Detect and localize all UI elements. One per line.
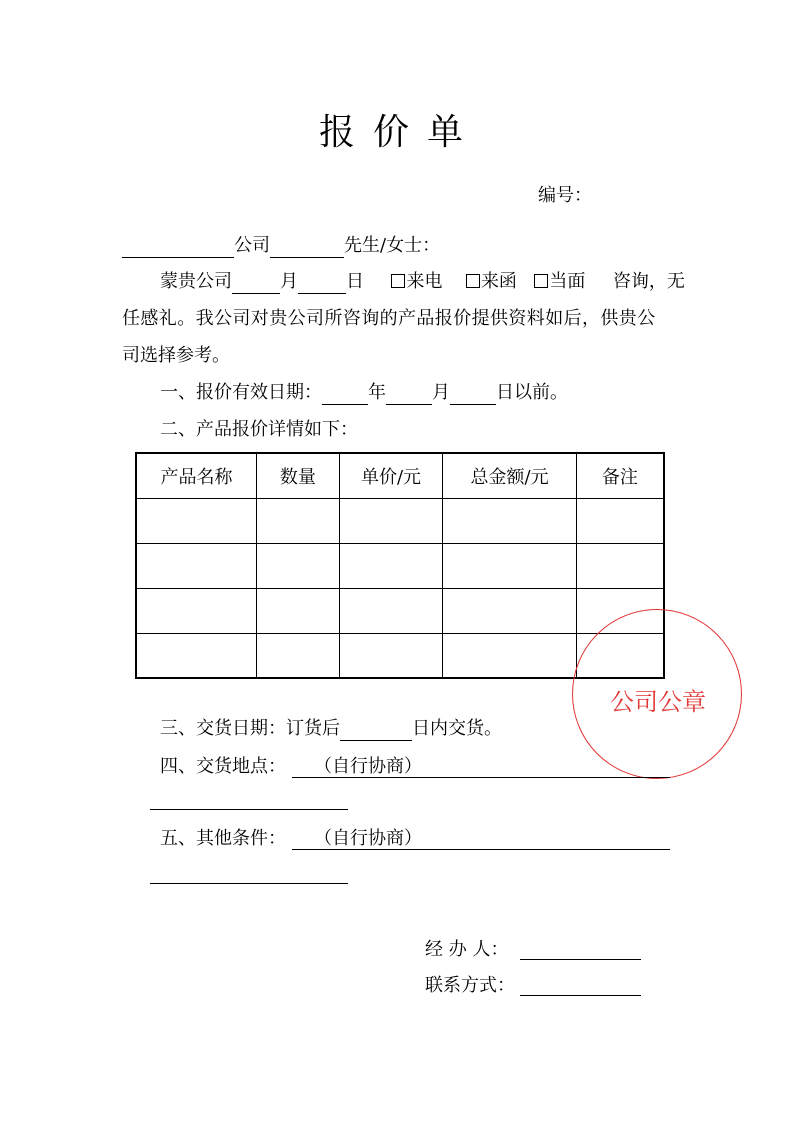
recipient-line xyxy=(122,234,440,258)
column-header-remarks: 备注 xyxy=(576,453,664,498)
contact-name-field[interactable] xyxy=(270,237,344,258)
delivery-place-field[interactable] xyxy=(292,755,670,778)
other-terms-label: 五、其他条件： xyxy=(160,828,286,849)
method-phone-label: 来电 xyxy=(406,271,443,292)
intro-lead: 蒙贵公司 xyxy=(160,271,232,292)
table-cell[interactable] xyxy=(443,543,576,588)
table-row xyxy=(136,588,664,633)
table-cell[interactable] xyxy=(443,633,576,678)
company-stamp xyxy=(572,609,742,779)
salutation: 先生/女士： xyxy=(344,235,441,256)
table-cell[interactable] xyxy=(136,543,257,588)
other-terms-value: （自行协商） xyxy=(314,828,422,849)
stamp-text: 公司公章 xyxy=(610,688,706,716)
table-cell[interactable] xyxy=(339,543,443,588)
table-cell[interactable] xyxy=(576,498,664,543)
table-cell[interactable] xyxy=(576,543,664,588)
handler-field[interactable] xyxy=(520,958,641,960)
validity-month-field[interactable] xyxy=(386,384,432,405)
validity-prefix: 一、报价有效日期： xyxy=(160,382,322,403)
handler-label: 经 办 人： xyxy=(425,939,509,960)
table-cell[interactable] xyxy=(339,633,443,678)
table-cell[interactable] xyxy=(257,543,340,588)
details-heading: 二、产品报价详情如下： xyxy=(160,419,358,440)
table-cell[interactable] xyxy=(257,498,340,543)
method-in-person-label: 当面 xyxy=(549,271,586,292)
delivery-date-prefix: 三、交货日期：订货后 xyxy=(160,718,340,739)
table-cell[interactable] xyxy=(443,588,576,633)
other-terms-field[interactable] xyxy=(292,827,670,850)
company-suffix: 公司 xyxy=(234,235,270,256)
column-header-quantity: 数量 xyxy=(257,453,340,498)
delivery-place-continuation-line[interactable] xyxy=(150,808,348,810)
table-cell[interactable] xyxy=(339,498,443,543)
intro-consult: 咨询，无 xyxy=(612,271,685,292)
column-header-total: 总金额/元 xyxy=(443,453,576,498)
intro-line-2: 任感礼。我公司对贵公司所咨询的产品报价提供资料如后，供贵公 xyxy=(122,308,656,329)
intro-line-3: 司选择参考。 xyxy=(122,345,230,366)
delivery-place-value: （自行协商） xyxy=(314,756,422,777)
intro-month-field[interactable] xyxy=(232,273,280,294)
delivery-date-suffix: 日内交货。 xyxy=(412,718,502,739)
validity-year-label: 年 xyxy=(368,382,386,403)
serial-number-label: 编号： xyxy=(538,185,592,206)
table-cell[interactable] xyxy=(339,588,443,633)
column-header-product: 产品名称 xyxy=(136,453,257,498)
table-cell[interactable] xyxy=(257,588,340,633)
intro-month-label: 月 xyxy=(280,271,298,292)
table-header-row xyxy=(136,453,664,498)
table-row xyxy=(136,543,664,588)
checkbox-phone[interactable] xyxy=(391,274,405,288)
table-cell[interactable] xyxy=(257,633,340,678)
document-title: 报价单 xyxy=(318,112,481,153)
company-name-field[interactable] xyxy=(122,237,234,258)
table-cell[interactable] xyxy=(136,633,257,678)
intro-day-label: 日 xyxy=(346,271,364,292)
method-letter-label: 来函 xyxy=(480,271,517,292)
column-header-unit-price: 单价/元 xyxy=(339,453,443,498)
other-terms-continuation-line[interactable] xyxy=(150,882,348,884)
table-cell[interactable] xyxy=(136,498,257,543)
table-cell[interactable] xyxy=(443,498,576,543)
intro-line-1 xyxy=(160,270,685,294)
validity-year-field[interactable] xyxy=(322,384,368,405)
checkbox-in-person[interactable] xyxy=(534,274,548,288)
validity-line xyxy=(160,381,568,405)
intro-day-field[interactable] xyxy=(298,273,346,294)
delivery-place-label: 四、交货地点： xyxy=(160,756,286,777)
delivery-days-field[interactable] xyxy=(340,720,412,741)
table-cell[interactable] xyxy=(136,588,257,633)
contact-field[interactable] xyxy=(520,994,641,996)
validity-suffix: 日以前。 xyxy=(496,382,568,403)
validity-month-label: 月 xyxy=(432,382,450,403)
contact-label: 联系方式： xyxy=(425,975,515,996)
table-row xyxy=(136,498,664,543)
delivery-date-line xyxy=(160,717,502,741)
validity-day-field[interactable] xyxy=(450,384,496,405)
checkbox-letter[interactable] xyxy=(466,274,480,288)
quote-table xyxy=(135,452,665,679)
